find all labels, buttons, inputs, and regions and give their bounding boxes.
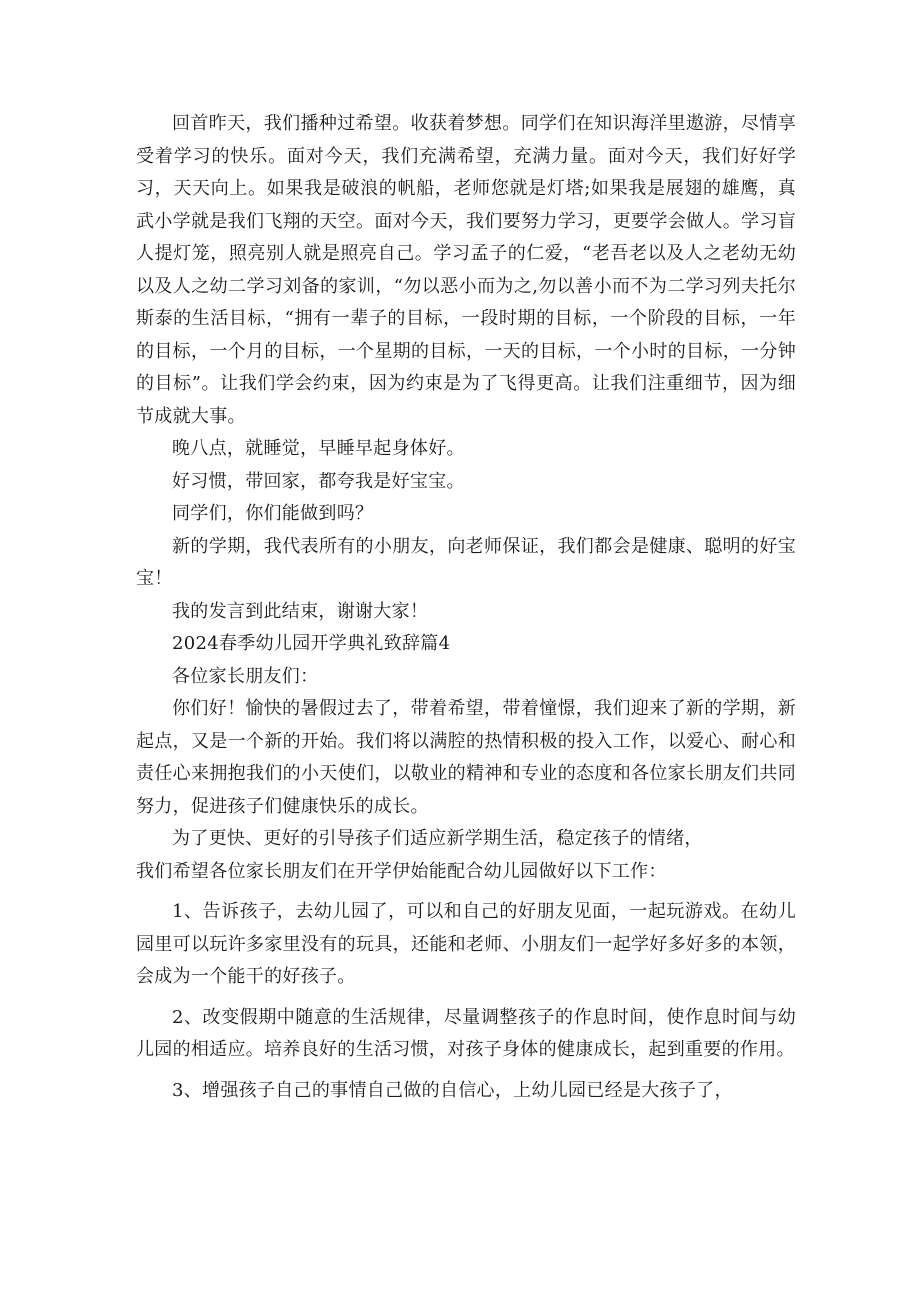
paragraph-guidance-request: 我们希望各位家长朋友们在开学伊始能配合幼儿园做好以下工作： <box>136 860 667 882</box>
list-item-3: 3、增强孩子自己的事情自己做的自信心，上幼儿园已经是大孩子了， <box>172 1079 733 1101</box>
document-page <box>136 108 796 1107</box>
paragraph-guidance-intro: 为了更快、更好的引导孩子们适应新学期生活，稳定孩子的情绪， <box>172 828 703 849</box>
paragraph-promise: 新的学期，我代表所有的小朋友，向老师保证，我们都会是健康、聪明的好宝宝！ <box>136 535 796 589</box>
paragraph-good-habits: 好习惯，带回家，都夸我是好宝宝。 <box>172 470 465 492</box>
paragraph-review-and-goals: 回首昨天，我们播种过希望。收获着梦想。同学们在知识海洋里遨游，尽情享受着学习的快乐。面对今天，我们充满希望，充满力量。面对今天，我们好好学习，天天向上。如果我是破浪的帆船，老师您就是灯塔;如果我是展翅的雄鹰，真武小学就是我们飞翔的天空。面对今天，我们要努力学习，更要学会做人。学习盲人提灯笼，照亮别人就是照亮自己。学习孟子的仁爱，“老吾老以及人之老幼无幼以及人之幼二学习刘备的家训，“勿以恶小而为之,勿以善小而不为二学习列夫托尔斯泰的生活目标，“拥有一辈子的目标，一段时期的目标，一个阶段的目标，一年的目标，一个月的目标，一个星期的目标，一天的目标，一个小时的目标，一分钟的目标”。让我们学会约束，因为约束是为了飞得更高。让我们注重细节，因为细节成就大事。 <box>136 113 796 427</box>
paragraph-salutation: 各位家长朋友们： <box>172 665 319 687</box>
paragraph-closing: 我的发言到此结束，谢谢大家！ <box>172 600 429 622</box>
paragraph-question: 同学们，你们能做到吗？ <box>172 503 374 524</box>
section-heading: 2024春季幼儿园开学典礼致辞篇4 <box>172 633 451 654</box>
paragraph-sleep-early: 晚八点，就睡觉，早睡早起身体好。 <box>172 438 465 459</box>
paragraph-greeting: 你们好！愉快的暑假过去了，带着希望，带着憧憬，我们迎来了新的学期，新起点，又是一个新的开始。我们将以满腔的热情积极的投入工作，以爱心、耐心和责任心来拥抱我们的小天使们，以敬业的精神和专业的态度和各位家长朋友们共同努力，促进孩子们健康快乐的成长。 <box>136 698 796 817</box>
list-item-1: 1、告诉孩子，去幼儿园了，可以和自己的好朋友见面，一起玩游戏。在幼儿园里可以玩许多家里没有的玩具，还能和老师、小朋友们一起学好多好多的本领，会成为一个能干的好孩子。 <box>136 901 796 987</box>
list-item-2: 2、改变假期中随意的生活规律，尽量调整孩子的作息时间，使作息时间与幼儿园的相适应。培养良好的生活习惯，对孩子身体的健康成长，起到重要的作用。 <box>136 1006 796 1060</box>
